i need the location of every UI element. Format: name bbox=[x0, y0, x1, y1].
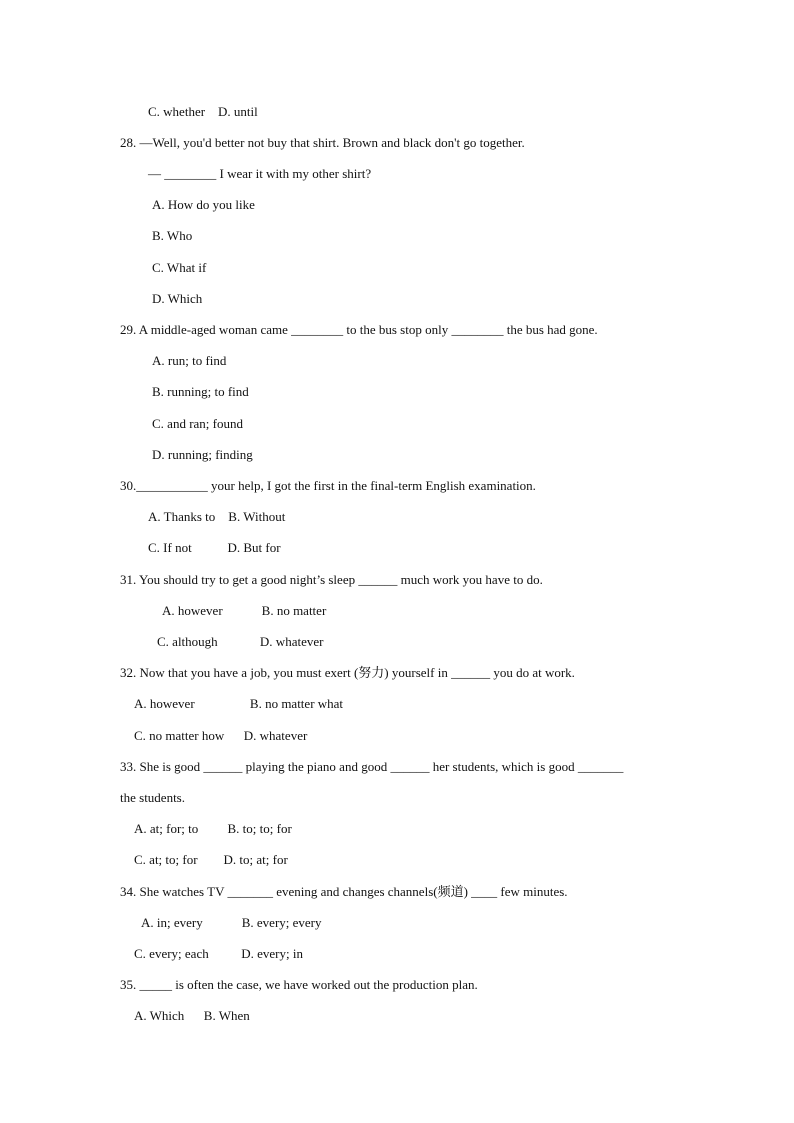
option-28-b: B. Who bbox=[152, 228, 193, 243]
option-29-c: C. and ran; found bbox=[152, 416, 243, 431]
question-32: 32. Now that you have a job, you must exert (努力) yourself in ______ you do at work. bbox=[120, 665, 575, 680]
question-33: 33. She is good ______ playing the piano and good ______ her students, which is good _______ bbox=[120, 759, 624, 774]
option-line-33-ab: A. at; for; to B. to; to; for bbox=[134, 821, 292, 836]
question-28: 28. —Well, you'd better not buy that shirt. Brown and black don't go together. bbox=[120, 135, 525, 150]
question-28-reply: — ________ I wear it with my other shirt? bbox=[148, 166, 372, 181]
option-29-a: A. run; to find bbox=[152, 353, 227, 368]
question-30: 30.___________ your help, I got the first in the final-term English examination. bbox=[120, 478, 536, 493]
question-29: 29. A middle-aged woman came ________ to the bus stop only ________ the bus had gone. bbox=[120, 322, 598, 337]
option-29-b: B. running; to find bbox=[152, 384, 249, 399]
option-line-27-cd: C. whether D. until bbox=[148, 104, 258, 119]
option-line-31-ab: A. however B. no matter bbox=[162, 603, 327, 618]
option-28-c: C. What if bbox=[152, 260, 207, 275]
option-line-32-ab: A. however B. no matter what bbox=[134, 696, 344, 711]
question-31: 31. You should try to get a good night’s sleep ______ much work you have to do. bbox=[120, 572, 543, 587]
option-29-d: D. running; finding bbox=[152, 447, 253, 462]
option-line-30-cd: C. If not D. But for bbox=[148, 540, 281, 555]
question-35: 35. _____ is often the case, we have worked out the production plan. bbox=[120, 977, 478, 992]
option-line-33-cd: C. at; to; for D. to; at; for bbox=[134, 852, 288, 867]
question-34: 34. She watches TV _______ evening and changes channels(频道) ____ few minutes. bbox=[120, 884, 568, 899]
option-line-30-ab: A. Thanks to B. Without bbox=[148, 509, 286, 524]
question-33-continued: the students. bbox=[120, 790, 185, 805]
option-line-35-ab: A. Which B. When bbox=[134, 1008, 250, 1023]
option-line-34-ab: A. in; every B. every; every bbox=[141, 915, 322, 930]
option-line-31-cd: C. although D. whatever bbox=[157, 634, 324, 649]
option-28-a: A. How do you like bbox=[152, 197, 255, 212]
option-28-d: D. Which bbox=[152, 291, 203, 306]
option-line-32-cd: C. no matter how D. whatever bbox=[134, 728, 308, 743]
option-line-34-cd: C. every; each D. every; in bbox=[134, 946, 303, 961]
